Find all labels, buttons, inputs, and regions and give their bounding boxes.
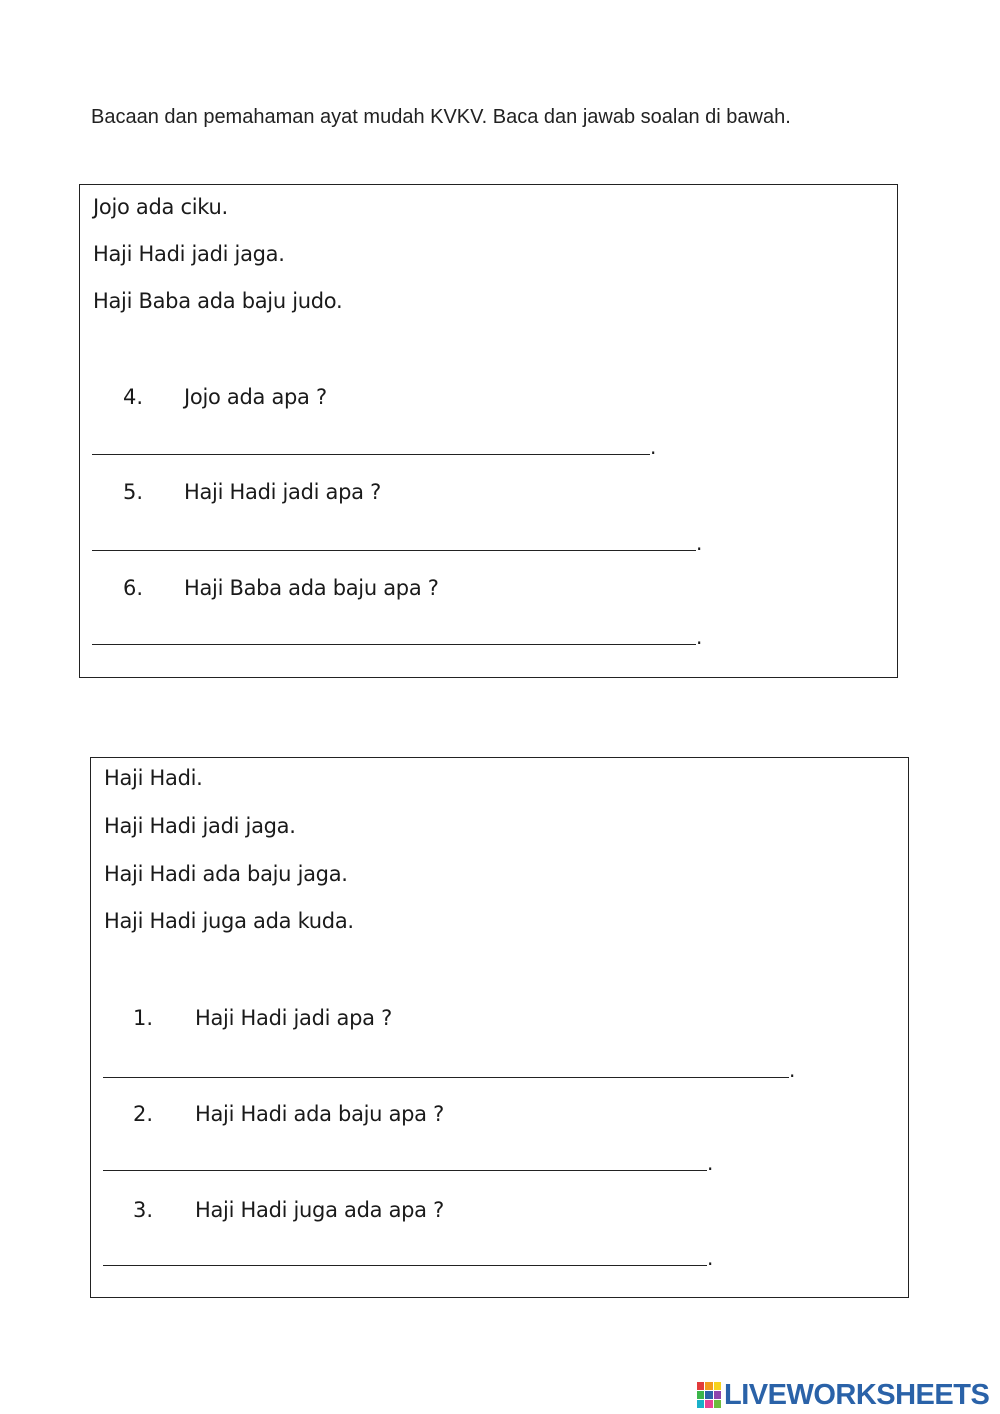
question-number: 4. [123, 385, 144, 409]
passage-1-sentence: Haji Baba ada baju judo. [93, 289, 343, 313]
passage-1-sentence: Haji Hadi jadi jaga. [93, 242, 285, 266]
answer-line[interactable] [92, 621, 712, 649]
answer-line[interactable] [92, 431, 662, 459]
answer-rule [92, 550, 696, 551]
answer-period: . [650, 435, 657, 459]
answer-rule [103, 1170, 707, 1171]
liveworksheets-brand: LIVEWORKSHEETS [724, 1378, 990, 1411]
question-number: 6. [123, 576, 144, 600]
question-text: Haji Hadi ada baju apa ? [195, 1102, 444, 1126]
passage-2-sentence: Haji Hadi jadi jaga. [104, 814, 296, 838]
question-text: Jojo ada apa ? [184, 385, 327, 409]
question-text: Haji Baba ada baju apa ? [184, 576, 439, 600]
answer-line[interactable] [103, 1147, 723, 1175]
answer-rule [92, 644, 696, 645]
answer-rule [103, 1265, 707, 1266]
question-text: Haji Hadi jadi apa ? [195, 1006, 392, 1030]
answer-period: . [696, 531, 703, 555]
answer-period: . [696, 625, 703, 649]
answer-line[interactable] [92, 527, 712, 555]
question-number: 3. [133, 1198, 154, 1222]
question-number: 5. [123, 480, 144, 504]
instruction-text: Bacaan dan pemahaman ayat mudah KVKV. Baca dan jawab soalan di bawah. [91, 106, 791, 128]
answer-line[interactable] [103, 1242, 723, 1270]
answer-line[interactable] [103, 1054, 813, 1082]
answer-period: . [789, 1058, 796, 1082]
liveworksheets-logo-icon [697, 1382, 721, 1408]
answer-rule [103, 1077, 789, 1078]
passage-2-sentence: Haji Hadi ada baju jaga. [104, 862, 348, 886]
answer-period: . [707, 1246, 714, 1270]
question-number: 1. [133, 1006, 154, 1030]
question-text: Haji Hadi juga ada apa ? [195, 1198, 444, 1222]
passage-box-1 [79, 184, 898, 678]
question-number: 2. [133, 1102, 154, 1126]
answer-period: . [707, 1151, 714, 1175]
answer-rule [92, 454, 650, 455]
passage-box-2 [90, 757, 909, 1298]
passage-2-sentence: Haji Hadi juga ada kuda. [104, 909, 354, 933]
liveworksheets-logo [697, 1378, 989, 1412]
passage-1-sentence: Jojo ada ciku. [93, 195, 228, 219]
question-text: Haji Hadi jadi apa ? [184, 480, 381, 504]
passage-2-sentence: Haji Hadi. [104, 766, 203, 790]
